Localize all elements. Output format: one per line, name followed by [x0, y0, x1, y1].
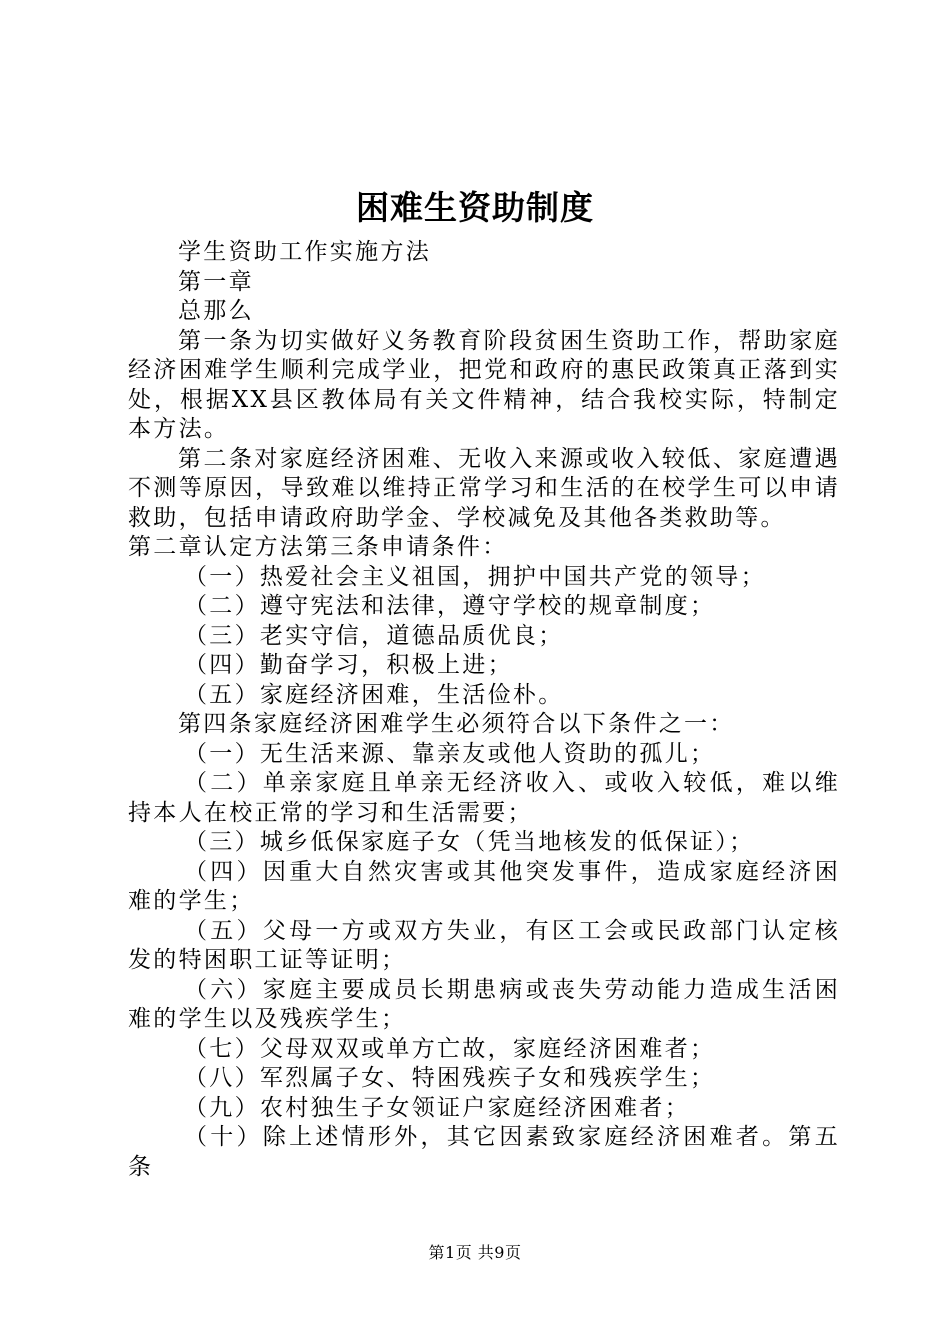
list-item: （二）遵守宪法和法律，遵守学校的规章制度； [184, 593, 716, 619]
document-title: 困难生资助制度 [356, 188, 594, 227]
list-item: （四）勤奋学习，积极上进； [184, 652, 513, 678]
document-body [128, 238, 840, 1182]
chapter-paragraph: 第二章认定方法第三条申请条件： [128, 534, 508, 560]
page-footer: 第1页 共9页 [428, 1243, 522, 1262]
article-paragraph: 第四条家庭经济困难学生必须符合以下条件之一： [178, 711, 735, 737]
list-item: （七）父母双双或单方亡故，家庭经济困难者； [184, 1035, 716, 1062]
list-item: （九）农村独生子女领证户家庭经济困难者； [184, 1094, 690, 1121]
subtitle-paragraph: 学生资助工作实施方法 [178, 239, 431, 265]
list-item: （四）因重大自然灾害或其他突发事件，造成家庭经济困难的学生； [128, 858, 840, 914]
chapter-heading: 第一章 [178, 268, 254, 295]
list-item: （三）老实守信，道德品质优良； [184, 622, 564, 649]
list-item: （五）父母一方或双方失业，有区工会或民政部门认定核发的特困职工证等证明； [128, 917, 840, 973]
list-item: （二）单亲家庭且单亲无经济收入、或收入较低，难以维持本人在校正常的学习和生活需要； [128, 770, 840, 826]
article-paragraph: 第二条对家庭经济困难、无收入来源或收入较低、家庭遭遇不测等原因，导致难以维持正常学习和生活的在校学生可以申请救助，包括申请政府助学金、学校减免及其他各类救助等。 [128, 445, 840, 531]
list-item: （十）除上述情形外，其它因素致家庭经济困难者。第五条 [128, 1124, 840, 1180]
list-item: （一）热爱社会主义祖国，拥护中国共产党的领导； [184, 563, 766, 590]
list-item: （六）家庭主要成员长期患病或丧失劳动能力造成生活困难的学生以及残疾学生； [128, 976, 840, 1032]
article-paragraph: 第一条为切实做好义务教育阶段贫困生资助工作，帮助家庭经济困难学生顺利完成学业，把党和政府的惠民政策真正落到实处，根据XX县区教体局有关文件精神，结合我校实际，特制定本方法。 [128, 327, 840, 442]
list-item: （五）家庭经济困难，生活俭朴。 [184, 681, 564, 708]
section-heading: 总那么 [178, 298, 254, 324]
list-item: （八）军烈属子女、特困残疾子女和残疾学生； [184, 1065, 716, 1091]
list-item: （一）无生活来源、靠亲友或他人资助的孤儿； [184, 740, 716, 767]
list-item: （三）城乡低保家庭子女（凭当地核发的低保证）； [184, 829, 755, 855]
